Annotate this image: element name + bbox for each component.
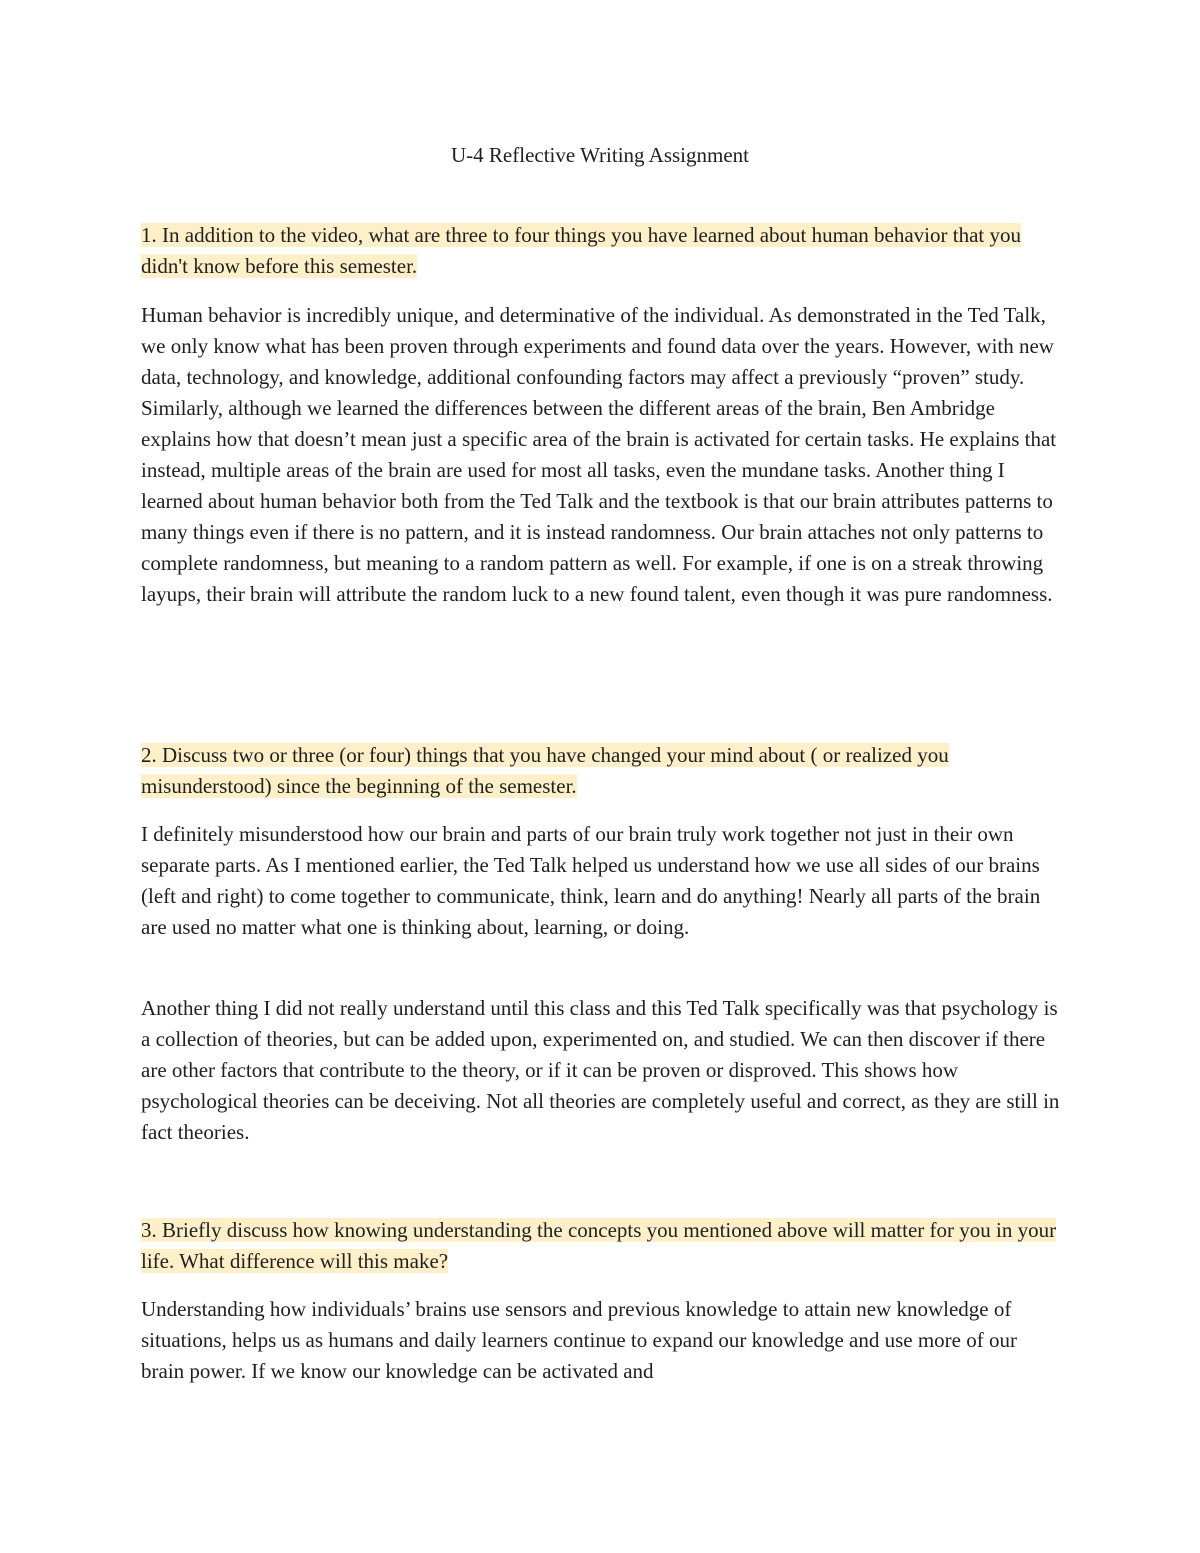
- question-2-highlight: 2. Discuss two or three (or four) things that you have changed your mind about ( or realized you misunderstood) since the beginning of the semester.: [141, 743, 949, 798]
- question-1: [141, 220, 1061, 282]
- answer-3-paragraph-1: Understanding how individuals’ brains use sensors and previous knowledge to attain new knowledge of situations, helps us as humans and daily learners continue to expand our knowledge and use more of our brain power. If we know our knowledge can be activated and: [141, 1297, 1017, 1383]
- question-3-highlight: 3. Briefly discuss how knowing understanding the concepts you mentioned above will matter for you in your life. What difference will this make?: [141, 1218, 1057, 1273]
- question-3: [141, 1215, 1061, 1277]
- answer-1-paragraph-1: Human behavior is incredibly unique, and determinative of the individual. As demonstrated in the Ted Talk, we only know what has been proven through experiments and found data over the years. However, with new data, technology, and knowledge, additional confounding factors may affect a previously “proven” study. Similarly, although we learned the differences between the different areas of the brain, Ben Ambridge explains how that doesn’t mean just a specific area of the brain is activated for certain tasks. He explains that instead, multiple areas of the brain are used for most all tasks, even the mundane tasks. Another thing I learned about human behavior both from the Ted Talk and the textbook is that our brain attributes patterns to many things even if there is no pattern, and it is instead randomness. Our brain attaches not only patterns to complete randomness, but meaning to a random pattern as well. For example, if one is on a streak throwing layups, their brain will attribute the random luck to a new found talent, even though it was pure randomness.: [141, 303, 1057, 606]
- question-2: [141, 740, 1061, 802]
- question-1-highlight: 1. In addition to the video, what are three to four things you have learned about human behavior that you didn't know before this semester.: [141, 223, 1022, 278]
- answer-2-paragraph-2: Another thing I did not really understand until this class and this Ted Talk specifically was that psychology is a collection of theories, but can be added upon, experimented on, and studied. We can then discover if there are other factors that contribute to the theory, or if it can be proven or disproved. This shows how psychological theories can be deceiving. Not all theories are completely useful and correct, as they are still in fact theories.: [141, 996, 1060, 1144]
- answer-2-paragraph-1: I definitely misunderstood how our brain and parts of our brain truly work together not just in their own separate parts. As I mentioned earlier, the Ted Talk helped us understand how we use all sides of our brains (left and right) to come together to communicate, think, learn and do anything! Nearly all parts of the brain are used no matter what one is thinking about, learning, or doing.: [141, 822, 1041, 939]
- document-title: U-4 Reflective Writing Assignment: [451, 143, 749, 167]
